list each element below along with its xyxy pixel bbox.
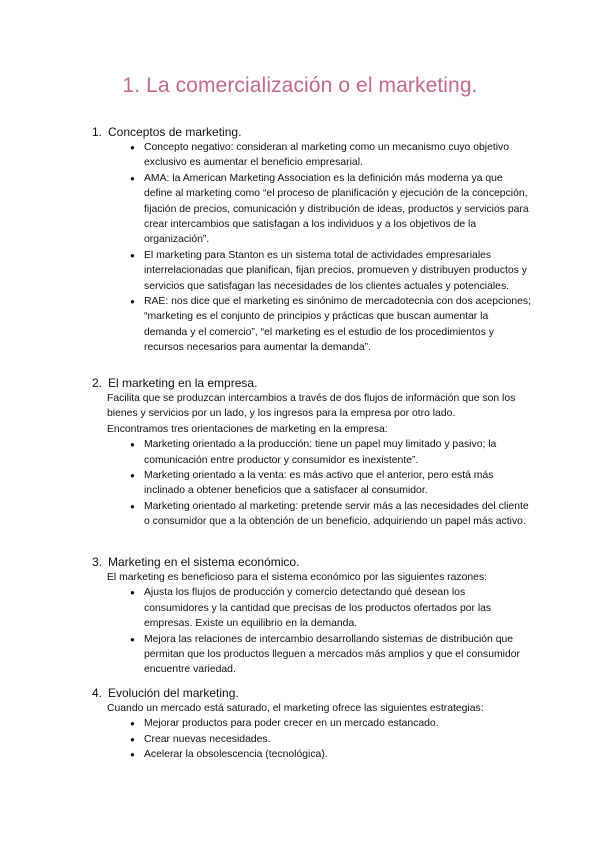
section-number: 3. <box>92 555 103 569</box>
section-title: Conceptos de marketing. <box>108 125 242 139</box>
section-number: 1. <box>92 125 103 139</box>
list-item: ● AMA: la American Marketing Association es la definición más moderna ya que define al marketing como “el proceso de planificación y ejecución de la concepción, fijación de precios, comunicación y distribución de ideas, productos y servicios para crear intercambios que satisfagan a los individuos y a los objetivos de la organización”. <box>130 172 529 246</box>
section-heading <box>92 376 532 391</box>
list-item: ● Mejora las relaciones de intercambio desarrollando sistemas de distribución que permitan que los productos lleguen a mercados más amplios y que el consumidor encuentre variedad. <box>130 633 520 676</box>
bullet-list <box>92 716 532 762</box>
section-sistema-economico <box>92 555 532 678</box>
bullet-icon: ● <box>130 719 135 729</box>
section-heading <box>92 125 532 140</box>
bullet-icon: ● <box>130 173 135 183</box>
bullet-icon: ● <box>130 634 135 644</box>
bullet-list <box>92 140 532 356</box>
list-item: ● Crear nuevas necesidades. <box>92 732 532 747</box>
paragraph: Encontramos tres orientaciones de marketing en la empresa: <box>107 423 388 435</box>
list-item: ● Ajusta los flujos de producción y comercio detectando qué desean los consumidores y la cantidad que precisas de los productos ofertados por las empresas. Existe un equilibrio en la demanda. <box>130 587 492 630</box>
list-item: ● Marketing orientado a la venta: es más activo que el anterior, pero está más inclinado a obtener beneficios que a satisfacer al consumidor. <box>130 470 494 497</box>
section-heading <box>92 686 532 701</box>
list-item: ● Marketing orientado al marketing: pretende servir más a las necesidades del cliente o consumidor que a la obtención de un beneficio, adquiriendo un papel más activo. <box>130 500 529 528</box>
section-conceptos <box>92 125 532 356</box>
list-item: ● Acelerar la obsolescencia (tecnológica). <box>92 747 532 762</box>
list-item: ● RAE: nos dice que el marketing es sinónimo de mercadotecnia con dos acepciones; “marketing es el conjunto de principios y prácticas que buscan aumentar la demanda y el comercio”, “el marketing es el estudio de los procedimientos y recursos necesarios para aumentar la demanda”. <box>130 296 531 354</box>
bullet-icon: ● <box>130 297 135 307</box>
list-item: ● El marketing para Stanton es un sistema total de actividades empresariales interrelacionadas que planifican, fijan precios, promueven y distribuyen productos y servicios que satisfagan las necesidades de los clientes actuales y potenciales. <box>130 249 527 292</box>
bullet-list <box>92 437 532 529</box>
bullet-icon: ● <box>130 471 135 481</box>
section-empresa <box>92 376 532 530</box>
list-item: ● Marketing orientado a la producción: tiene un papel muy limitado y pasivo; la comunicación entre productor y consumidor es inexistente”. <box>130 439 497 466</box>
bullet-icon: ● <box>130 750 135 760</box>
bullet-icon: ● <box>130 734 135 744</box>
bullet-list <box>92 585 532 677</box>
section-number: 2. <box>92 376 103 390</box>
section-evolucion <box>92 686 532 763</box>
section-heading <box>92 555 532 570</box>
paragraph: Cuando un mercado está saturado, el marketing ofrece las siguientes estrategias: <box>107 703 484 714</box>
list-item: ● Concepto negativo: consideran al marketing como un mecanismo cuyo objetivo exclusivo es aumentar el beneficio empresarial. <box>130 142 510 169</box>
section-number: 4. <box>92 686 103 700</box>
bullet-icon: ● <box>130 250 135 260</box>
bullet-icon: ● <box>130 440 135 450</box>
section-title: Marketing en el sistema económico. <box>108 555 300 569</box>
paragraph: El marketing es beneficioso para el sistema económico por las siguientes razones: <box>107 572 488 583</box>
bullet-icon: ● <box>130 501 135 511</box>
bullet-icon: ● <box>130 143 135 152</box>
paragraph: Facilita que se produzcan intercambios a través de dos flujos de información que son los bienes y servicios por un lado, y los ingresos para la empresa por otro lado. <box>107 393 516 420</box>
bullet-icon: ● <box>130 588 135 598</box>
section-title: Evolución del marketing. <box>108 686 239 700</box>
list-item: ● Mejorar productos para poder crecer en un mercado estancado. <box>92 716 532 731</box>
page-title: 1. La comercialización o el marketing. <box>122 74 478 97</box>
section-title: El marketing en la empresa. <box>108 376 258 390</box>
